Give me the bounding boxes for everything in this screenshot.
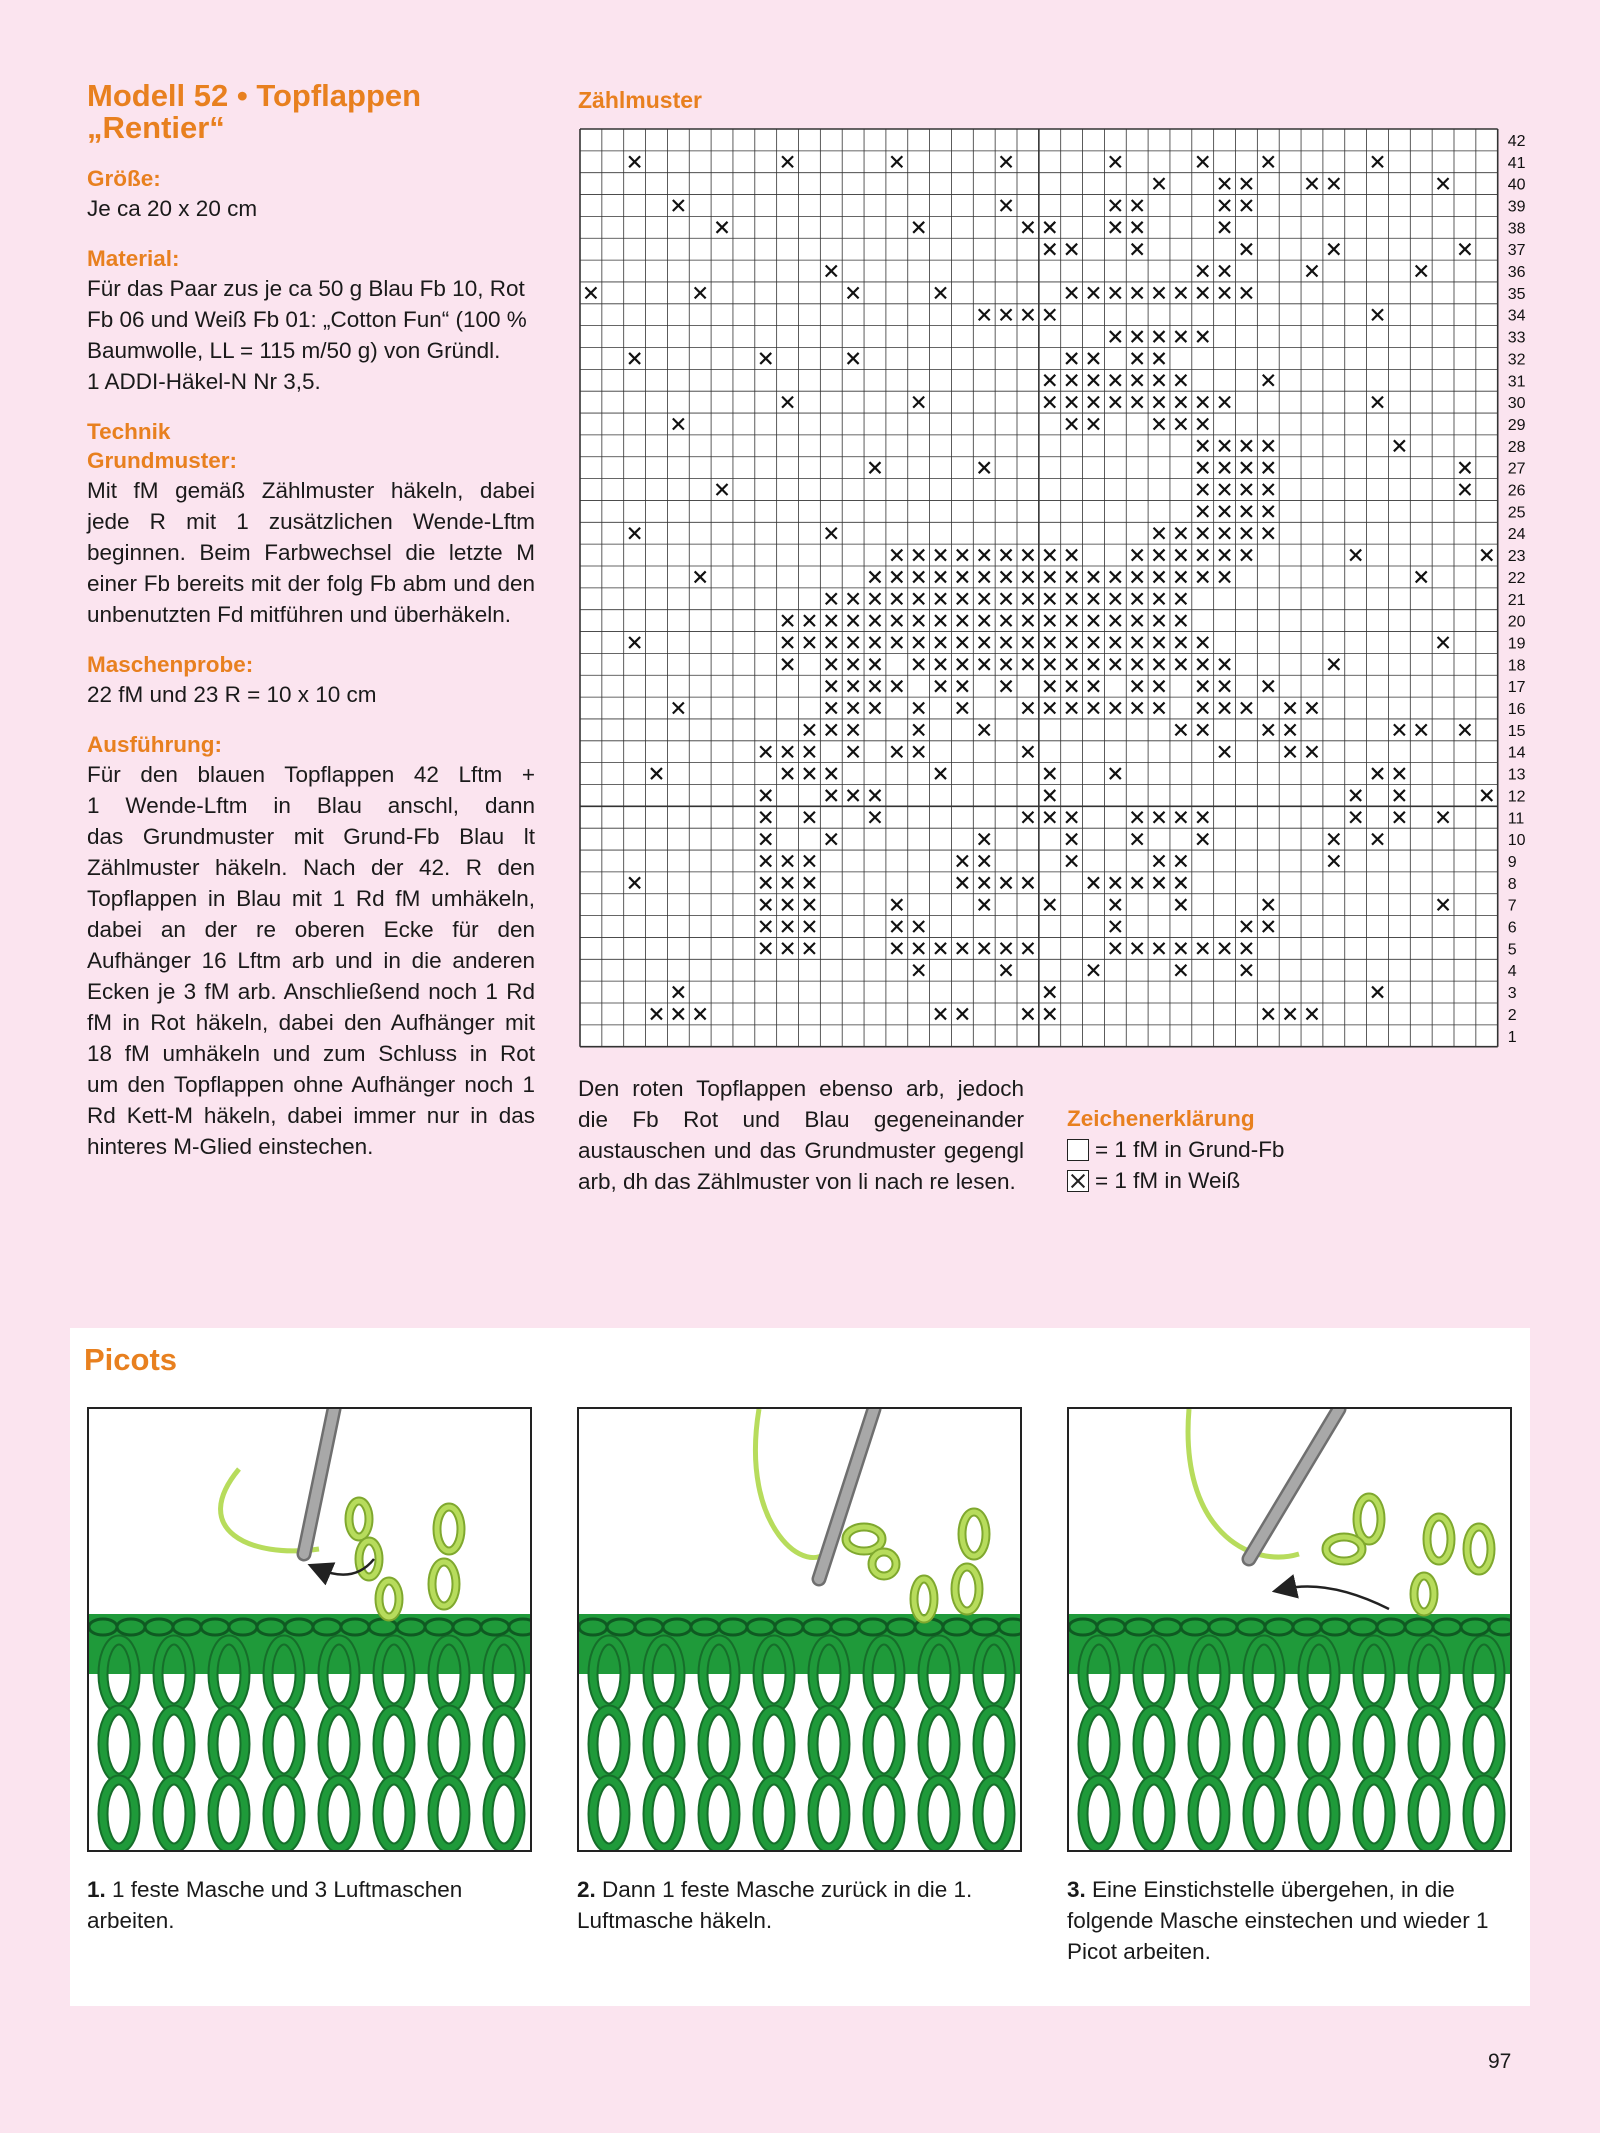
technique-line: unbenutzten Fd mitführen und überhäkeln. (87, 602, 512, 627)
row-number-label: 22 (1507, 569, 1526, 587)
row-number-label: 5 (1507, 941, 1517, 959)
row-number-label: 4 (1507, 963, 1517, 981)
execution-line: 18 fM umhäkeln und zum Schluss in Rot (87, 1041, 535, 1066)
row-number-label: 27 (1507, 460, 1526, 478)
row-number-label: 9 (1507, 853, 1517, 871)
row-number-label: 12 (1507, 788, 1526, 806)
chart-grid-svg (578, 127, 1538, 1057)
picot-step-2-illustration (577, 1407, 1022, 1852)
page-number: 97 (1488, 2050, 1512, 2073)
row-number-label: 11 (1507, 810, 1525, 828)
row-number-label: 1 (1507, 1028, 1517, 1046)
execution-line: um den Topflappen ohne Aufhänger noch 1 (87, 1072, 535, 1097)
row-number-label: 31 (1507, 373, 1526, 391)
row-number-label: 10 (1507, 832, 1526, 850)
material-heading: Material: (87, 246, 180, 271)
row-number-label: 2 (1507, 1006, 1517, 1024)
row-number-label: 24 (1507, 526, 1526, 544)
material-line: Baumwolle, LL = 115 m/50 g) von Gründl. (87, 338, 501, 363)
material-line: Für das Paar zus je ca 50 g Blau Fb 10, Rot (87, 276, 525, 301)
material-line: Fb 06 und Weiß Fb 01: „Cotton Fun“ (100 % (87, 307, 527, 332)
row-number-label: 14 (1507, 744, 1526, 762)
row-number-label: 34 (1507, 307, 1526, 325)
row-number-label: 38 (1507, 220, 1526, 238)
technique-subheading: Grundmuster: (87, 448, 238, 473)
execution-line: 1 Wende-Lftm in Blau anschl, dann (87, 793, 535, 818)
row-number-label: 3 (1507, 985, 1517, 1003)
counting-chart (578, 127, 1538, 1057)
execution-line: das Grundmuster mit Grund-Fb Blau lt (87, 824, 535, 849)
gauge-text: 22 fM und 23 R = 10 x 10 cm (87, 682, 377, 707)
material-text (87, 273, 535, 397)
red-potholder-note (578, 1073, 1024, 1197)
crochet-illustration-3 (1069, 1409, 1510, 1850)
execution-line: Topflappen in Blau mit 1 Rd fM umhäkeln, (87, 886, 535, 911)
row-number-label: 37 (1507, 242, 1526, 260)
chart-title: Zählmuster (578, 87, 702, 113)
picot-step-2-caption (577, 1874, 1022, 1936)
execution-line: Rd Kett-M häkeln, dabei immer nur in das (87, 1103, 535, 1128)
crochet-illustration-2 (579, 1409, 1020, 1850)
technique-line: einer Fb bereits mit der folg Fb abm und den (87, 571, 535, 596)
row-number-label: 17 (1507, 679, 1526, 697)
legend-title: Zeichenerklärung (1067, 1106, 1255, 1131)
step-text: Eine Einstichstelle übergehen, in die folgende Masche einstechen und wieder 1 Picot arbeiten. (1067, 1877, 1489, 1964)
row-number-label: 36 (1507, 264, 1526, 282)
row-number-label: 35 (1507, 285, 1526, 303)
technique-text (87, 475, 535, 630)
execution-heading: Ausführung: (87, 732, 222, 757)
row-number-label: 18 (1507, 657, 1526, 675)
size-heading: Größe: (87, 166, 161, 191)
execution-line: Ecken je 3 fM arb. Anschließend noch 1 Rd (87, 979, 535, 1004)
crochet-hook-icon (304, 1409, 334, 1554)
technique-line: jede R mit 1 zusätzlichen Wende-Lftm (87, 509, 535, 534)
instructions-column (87, 80, 535, 1162)
picot-chain (349, 1501, 461, 1617)
page-title (87, 80, 535, 144)
picot-step-3-caption (1067, 1874, 1512, 1967)
row-number-label: 21 (1507, 591, 1526, 609)
green-fabric (89, 1614, 530, 1848)
step-text: 1 feste Masche und 3 Luftmaschen arbeiten. (87, 1877, 463, 1933)
row-number-label: 26 (1507, 482, 1526, 500)
legend (1067, 1103, 1284, 1196)
legend-item-x (1067, 1165, 1284, 1196)
row-number-label: 33 (1507, 329, 1526, 347)
green-fabric (1069, 1614, 1510, 1848)
row-number-label: 30 (1507, 395, 1526, 413)
note-line: Den roten Topflappen ebenso arb, jedoch (578, 1076, 1024, 1101)
gauge-heading: Maschenprobe: (87, 652, 254, 677)
row-number-label: 8 (1507, 875, 1517, 893)
row-number-label: 41 (1507, 154, 1526, 172)
execution-line: fM in Rot häkeln, dabei den Aufhänger mit (87, 1010, 535, 1035)
row-number-label: 42 (1507, 132, 1526, 150)
row-number-label: 7 (1507, 897, 1517, 915)
technique-line: Mit fM gemäß Zählmuster häkeln, dabei (87, 478, 535, 503)
row-number-label: 23 (1507, 548, 1526, 566)
note-line: austauschen und das Grundmuster gegengl (578, 1138, 1024, 1163)
step-number: 1. (87, 1877, 106, 1902)
row-number-label: 28 (1507, 438, 1526, 456)
step-number: 3. (1067, 1877, 1086, 1902)
execution-line: Aufhänger 16 Lftm arb und in die anderen (87, 948, 535, 973)
legend-item-label: = 1 fM in Weiß (1095, 1168, 1241, 1193)
row-number-label: 20 (1507, 613, 1526, 631)
row-number-label: 39 (1507, 198, 1526, 216)
empty-cell-icon (1067, 1139, 1089, 1161)
title-line-1: Modell 52 • Topflappen (87, 78, 422, 113)
picots-title: Picots (84, 1342, 178, 1377)
picot-step-1-caption (87, 1874, 532, 1936)
row-number-label: 13 (1507, 766, 1526, 784)
technique-heading: Technik (87, 419, 171, 444)
size-text: Je ca 20 x 20 cm (87, 196, 258, 221)
row-number-label: 15 (1507, 722, 1526, 740)
material-line: 1 ADDI-Häkel-N Nr 3,5. (87, 369, 321, 394)
row-number-label: 16 (1507, 701, 1526, 719)
legend-item-label: = 1 fM in Grund-Fb (1095, 1137, 1285, 1162)
picot-step-1-illustration (87, 1407, 532, 1852)
row-number-label: 32 (1507, 351, 1526, 369)
crochet-hook-icon (1249, 1409, 1339, 1559)
technique-line: beginnen. Beim Farbwechsel die letzte M (87, 540, 535, 565)
execution-line: Für den blauen Topflappen 42 Lftm + (87, 762, 535, 787)
step-text: Dann 1 feste Masche zurück in die 1. Luftmasche häkeln. (577, 1877, 973, 1933)
step-number: 2. (577, 1877, 596, 1902)
crochet-illustration-1 (89, 1409, 530, 1850)
row-number-label: 40 (1507, 176, 1526, 194)
row-number-label: 25 (1507, 504, 1526, 522)
note-line: arb, dh das Zählmuster von li nach re lesen. (578, 1169, 1016, 1194)
execution-line: Zählmuster häkeln. Nach der 42. R den (87, 855, 535, 880)
note-line: die Fb Rot und Blau gegeneinander (578, 1107, 1024, 1132)
title-line-2: „Rentier“ (87, 110, 225, 145)
execution-line: hinteres M-Glied einstechen. (87, 1134, 374, 1159)
row-number-label: 6 (1507, 919, 1517, 937)
execution-line: dabei an der re oberen Ecke für den (87, 917, 535, 942)
execution-text (87, 759, 535, 1162)
legend-item-empty (1067, 1134, 1284, 1165)
picots-panel (70, 1328, 1530, 2006)
picot-chain (846, 1512, 986, 1619)
green-fabric (579, 1614, 1020, 1848)
x-cell-icon (1067, 1170, 1089, 1192)
row-number-label: 29 (1507, 416, 1526, 434)
picot-step-3-illustration (1067, 1407, 1512, 1852)
row-number-label: 19 (1507, 635, 1526, 653)
